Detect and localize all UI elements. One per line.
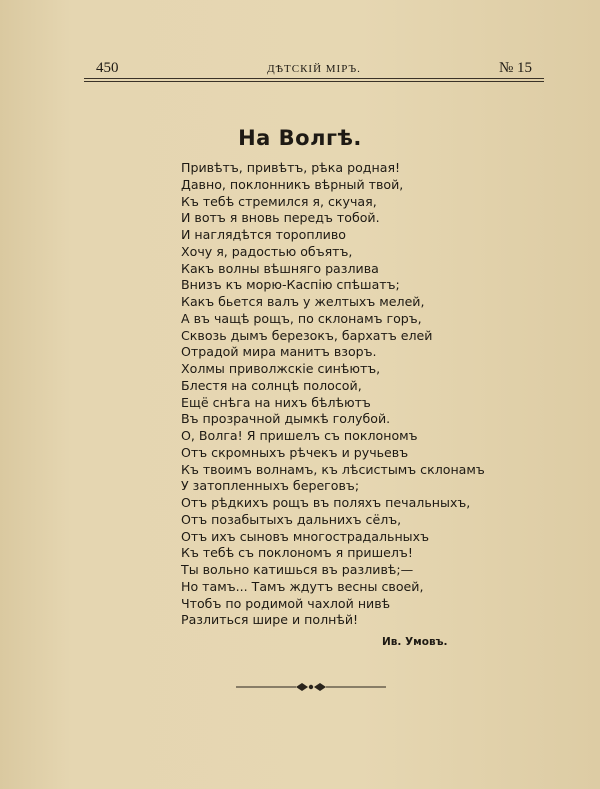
poem-line: Къ тебѣ стремился я, скучая, <box>181 193 377 209</box>
poem-line: Сквозь дымъ березокъ, бархатъ елей <box>181 327 433 343</box>
header-rule-bottom <box>84 81 544 82</box>
poem-line: Холмы приволжскіе синѣютъ, <box>181 361 381 376</box>
poem-line: Какъ волны вѣшняго разлива <box>181 260 379 276</box>
poem-line: Блестя на солнцѣ полосой, <box>181 377 362 393</box>
poem-line: Чтобъ по родимой чахлой нивѣ <box>181 595 391 611</box>
poem-line: И наглядѣтся торопливо <box>181 227 346 242</box>
poem-line: Отъ позабытыхъ дальнихъ сёлъ, <box>181 511 402 527</box>
poem-line: И вотъ я вновь передъ тобой. <box>181 210 380 226</box>
poem-line: Отрадой мира манитъ взоръ. <box>181 344 377 360</box>
poem-title: На Волгѣ. <box>238 126 362 150</box>
ornament-divider <box>236 680 386 694</box>
issue-number: № 15 <box>498 60 532 76</box>
poem-line: У затопленныхъ береговъ; <box>181 478 360 494</box>
journal-title: ДѢТСКІЙ МІРЪ. <box>267 63 361 75</box>
poem-line: А въ чащѣ рощъ, по склонамъ горъ, <box>181 310 422 326</box>
poem-line: О, Волга! Я пришелъ съ поклономъ <box>181 428 418 443</box>
poem-line: Давно, поклонникъ вѣрный твой, <box>181 176 404 192</box>
poem-line: Къ тебѣ съ поклономъ я пришелъ! <box>181 545 413 561</box>
page-header <box>84 60 544 80</box>
poem-line: Какъ бьется валъ у желтыхъ мелей, <box>181 294 425 309</box>
poem-line: Ты вольно катишься въ разливѣ;— <box>181 562 414 577</box>
poem-line: Въ прозрачной дымкѣ голубой. <box>181 411 391 427</box>
header-rule-top <box>84 78 544 79</box>
poem-body <box>181 160 511 629</box>
poem-author: Ив. Умовъ. <box>382 636 448 648</box>
poem-line: Къ твоимъ волнамъ, къ лѣсистымъ склонамъ <box>181 461 485 477</box>
poem-line: Привѣтъ, привѣтъ, рѣка родная! <box>181 160 401 175</box>
poem-line: Ещё снѣга на нихъ бѣлѣютъ <box>181 394 371 410</box>
poem-line: Отъ скромныхъ рѣчекъ и ручьевъ <box>181 444 409 460</box>
poem-line: Хочу я, радостью объятъ, <box>181 243 353 259</box>
poem-line: Отъ рѣдкихъ рощъ въ поляхъ печальныхъ, <box>181 495 471 510</box>
poem-line: Внизъ къ морю-Каспію спѣшатъ; <box>181 277 400 293</box>
poem-line: Отъ ихъ сыновъ многострадальныхъ <box>181 528 429 544</box>
poem-line: Разлиться шире и полнѣй! <box>181 612 359 628</box>
poem-line: Но тамъ... Тамъ ждутъ весны своей, <box>181 578 424 594</box>
page-number: 450 <box>96 60 119 76</box>
